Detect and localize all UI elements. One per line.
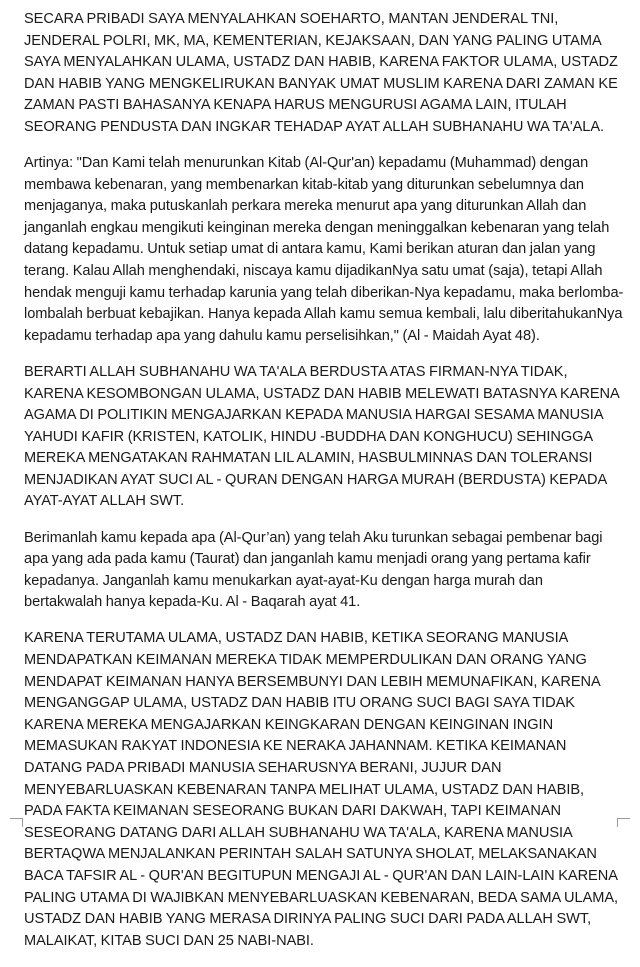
paragraph-3: BERARTI ALLAH SUBHANAHU WA TA'ALA BERDUSTA ATAS FIRMAN-NYA TIDAK, KARENA KESOMBONGAN ULAMA, USTADZ DAN HABIB MELEWATI BATASNYA KARENA AGAMA DI POLITIKIN MENGAJARKAN KEPADA MANUSIA HARGAI SESAMA MANUSIA YAHUDI KAFIR (KRISTEN, KATOLIK, HINDU -BUDDHA DAN KONGHUCU) SEHINGGA MEREKA MENGATAKAN RAHMATAN LIL ALAMIN, HASBULMINNAS DAN TOLERANSI MENJADIKAN AYAT SUCI AL - QURAN DENGAN HARGA MURAH (BERDUSTA) KEPADA AYAT-AYAT ALLAH SWT.: [24, 363, 619, 510]
paragraph-4-quran-quote: Berimanlah kamu kepada apa (Al-Qur’an) yang telah Aku turunkan sebagai pembenar bagi apa yang ada pada kamu (Taurat) dan janganlah kamu menjadi orang yang pertama kafir kepadanya. Janganlah kamu menukarkan ayat-ayat-Ku dengan harga murah dan bertakwalah hanya kepada-Ku. Al - Baqarah ayat 41.: [24, 529, 603, 611]
page-corner-mark-left: [10, 818, 23, 827]
page-corner-mark-right: [617, 818, 630, 827]
paragraph-5: KARENA TERUTAMA ULAMA, USTADZ DAN HABIB, KETIKA SEORANG MANUSIA MENDAPATKAN KEIMANAN MEREKA TIDAK MEMPERDULIKAN DAN ORANG YANG MENDAPAT KEIMANAN HANYA BERSEMBUNYI DAN LEBIH MEMUNAFIKAN, KARENA MENGANGGAP ULAMA, USTADZ DAN HABIB ITU ORANG SUCI BAGI SAYA TIDAK KARENA MEREKA MENGAJARKAN KEINGKARAN DENGAN KEINGINAN INGIN MEMASUKAN RAKYAT INDONESIA KE NERAKA JAHANNAM. KETIKA KEIMANAN DATANG PADA PRIBADI MANUSIA SEHARUSNYA BERANI, JUJUR DAN MENYEBARLUASKAN KEBENARAN TANPA MELIHAT ULAMA, USTADZ DAN HABIB, PADA FAKTA KEIMANAN SESEORANG BUKAN DARI DAKWAH, TAPI KEIMANAN SESEORANG DATANG DARI ALLAH SUBHANAHU WA TA'ALA, KARENA MANUSIA BERTAQWA MENJALANKAN PERINTAH SALAH SATUNYA SHOLAT, MELAKSANAKAN BACA TAFSIR AL - QUR'AN BEGITUPUN MENGAJI AL - QUR'AN DAN LAIN-LAIN KARENA PALING UTAMA DI WAJIBKAN MENYEBARLUASKAN KEBENARAN, BEDA SAMA ULAMA, USTADZ DAN HABIB YANG MERASA DIRINYA PALING SUCI DARI PADA ALLAH SWT, MALAIKAT, KITAB SUCI DAN 25 NABI-NABI.: [24, 630, 619, 949]
paragraph-2-quran-quote: Artinya: "Dan Kami telah menurunkan Kitab (Al-Qur'an) kepadamu (Muhammad) dengan membawa kebenaran, yang membenarkan kitab-kitab yang diturunkan sebelumnya dan menjaganya, maka putuskanlah perkara mereka menurut apa yang diturunkan Allah dan janganlah engkau mengikuti keinginan mereka dengan meninggalkan kebenaran yang telah datang kepadamu. Untuk setiap umat di antara kamu, Kami berikan aturan dan jalan yang terang. Kalau Allah menghendaki, niscaya kamu dijadikanNya satu umat (saja), tetapi Allah hendak menguji kamu terhadap karunia yang telah diberikan-Nya kepadamu, maka berlomba-lombalah berbuat kebajikan. Hanya kepada Allah kamu semua kembali, lalu diberitahukanNya kepadamu terhadap apa yang dahulu kamu perselisihkan," (Al - Maidah Ayat 48).: [24, 155, 624, 344]
paragraph-1: SECARA PRIBADI SAYA MENYALAHKAN SOEHARTO, MANTAN JENDERAL TNI, JENDERAL POLRI, MK, MA, KEMENTERIAN, KEJAKSAAN, DAN YANG PALING UTAMA SAYA MENYALAHKAN ULAMA, USTADZ DAN HABIB, KARENA FAKTOR ULAMA, USTADZ DAN HABIB YANG MENGKELIRUKAN BANYAK UMAT MUSLIM KARENA DARI ZAMAN KE ZAMAN PASTI BAHASANYA KENAPA HARUS MENGURUSI AGAMA LAIN, ITULAH SEORANG PENDUSTA DAN INGKAR TEHADAP AYAT ALLAH SUBHANAHU WA TA'ALA.: [24, 11, 618, 135]
document-body: [24, 9, 624, 967]
